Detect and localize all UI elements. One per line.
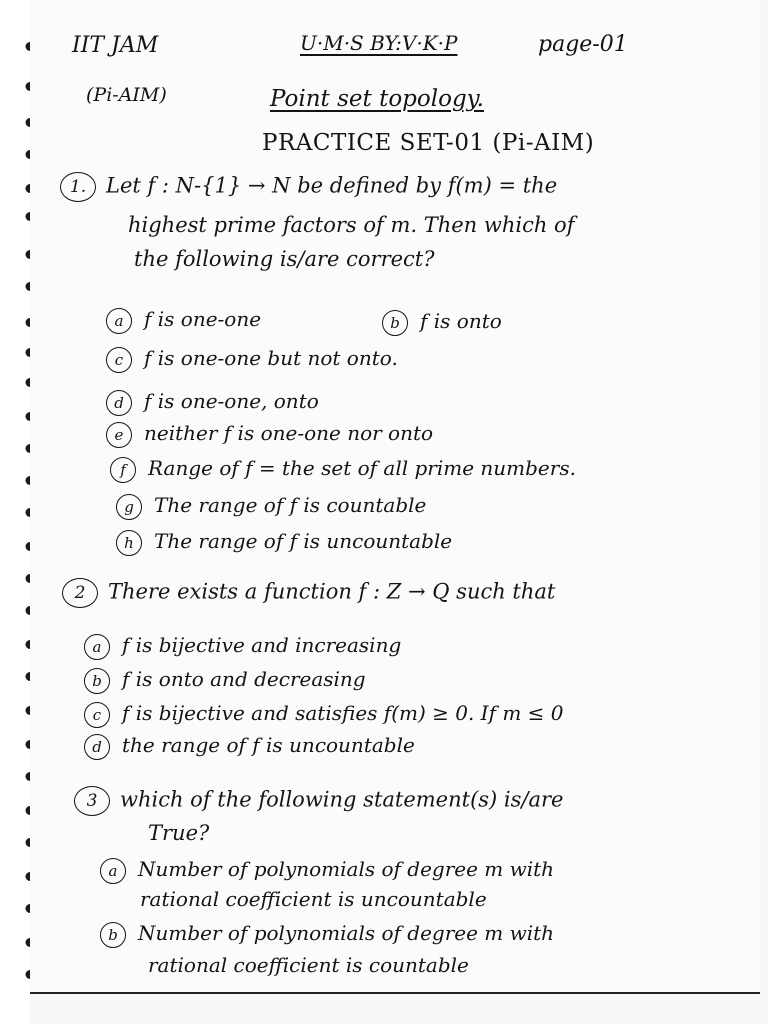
option-text: f is one-one <box>144 307 262 331</box>
option-continuation: rational coefficient is countable <box>148 953 469 977</box>
topic-title: Point set topology. <box>270 86 484 112</box>
option-item <box>84 666 366 694</box>
question-text: the following is/are correct? <box>134 247 435 271</box>
option-marker: b <box>382 310 408 336</box>
question-number: 3 <box>74 786 110 816</box>
option-text: Number of polynomials of degree m with <box>138 857 555 881</box>
option-item <box>106 345 398 373</box>
exam-subtitle: (Pi-AIM) <box>86 84 167 106</box>
option-marker: g <box>116 494 142 520</box>
practice-set-title: PRACTICE SET-01 (Pi-AIM) <box>262 130 595 156</box>
option-marker: e <box>106 422 132 448</box>
option-marker: c <box>106 347 132 373</box>
option-item <box>110 455 576 483</box>
option-marker: c <box>84 702 110 728</box>
option-text: the range of f is uncountable <box>122 733 415 757</box>
option-item <box>106 306 261 334</box>
page-number: page-01 <box>538 32 628 57</box>
option-continuation: rational coefficient is uncountable <box>140 887 487 911</box>
exam-title: IIT JAM <box>72 33 159 58</box>
option-item <box>100 856 554 884</box>
option-item <box>116 528 452 556</box>
option-text: Range of f = the set of all prime numbers. <box>148 456 576 480</box>
option-text: f is one-one, onto <box>144 389 319 413</box>
option-marker: a <box>100 858 126 884</box>
option-text: The range of f is uncountable <box>154 529 453 553</box>
option-item <box>100 920 554 948</box>
question-2 <box>62 578 555 608</box>
option-marker: a <box>84 634 110 660</box>
question-text: highest prime factors of m. Then which of <box>128 213 575 237</box>
question-1 <box>60 172 557 202</box>
option-marker: f <box>110 457 136 483</box>
question-text: True? <box>148 821 210 845</box>
author-credit: U·M·S BY:V·K·P <box>300 31 458 55</box>
notebook-binding <box>0 0 30 1024</box>
question-text: which of the following statement(s) is/are <box>120 787 564 812</box>
option-marker: d <box>106 390 132 416</box>
option-text: neither f is one-one nor onto <box>144 421 434 445</box>
option-text: The range of f is countable <box>154 493 427 517</box>
question-number: 1. <box>60 172 96 202</box>
option-item <box>84 732 415 760</box>
option-item <box>106 420 433 448</box>
option-text: f is onto <box>420 309 502 333</box>
question-text: There exists a function f : Z → Q such that <box>108 579 556 604</box>
option-item <box>84 700 564 728</box>
option-text: f is one-one but not onto. <box>144 346 398 370</box>
option-marker: d <box>84 734 110 760</box>
option-text: Number of polynomials of degree m with <box>138 921 555 945</box>
option-text: f is bijective and increasing <box>122 633 402 657</box>
option-item <box>382 308 502 336</box>
question-3 <box>74 786 563 816</box>
question-text: Let f : N-{1} → N be defined by f(m) = the <box>106 173 558 198</box>
question-number: 2 <box>62 578 98 608</box>
option-marker: b <box>100 922 126 948</box>
option-marker: b <box>84 668 110 694</box>
option-text: f is bijective and satisfies f(m) ≥ 0. If m ≤ 0 <box>122 701 564 725</box>
option-text: f is onto and decreasing <box>122 667 366 691</box>
option-item <box>84 632 401 660</box>
option-item <box>106 388 319 416</box>
option-marker: a <box>106 308 132 334</box>
option-marker: h <box>116 530 142 556</box>
option-item <box>116 492 426 520</box>
